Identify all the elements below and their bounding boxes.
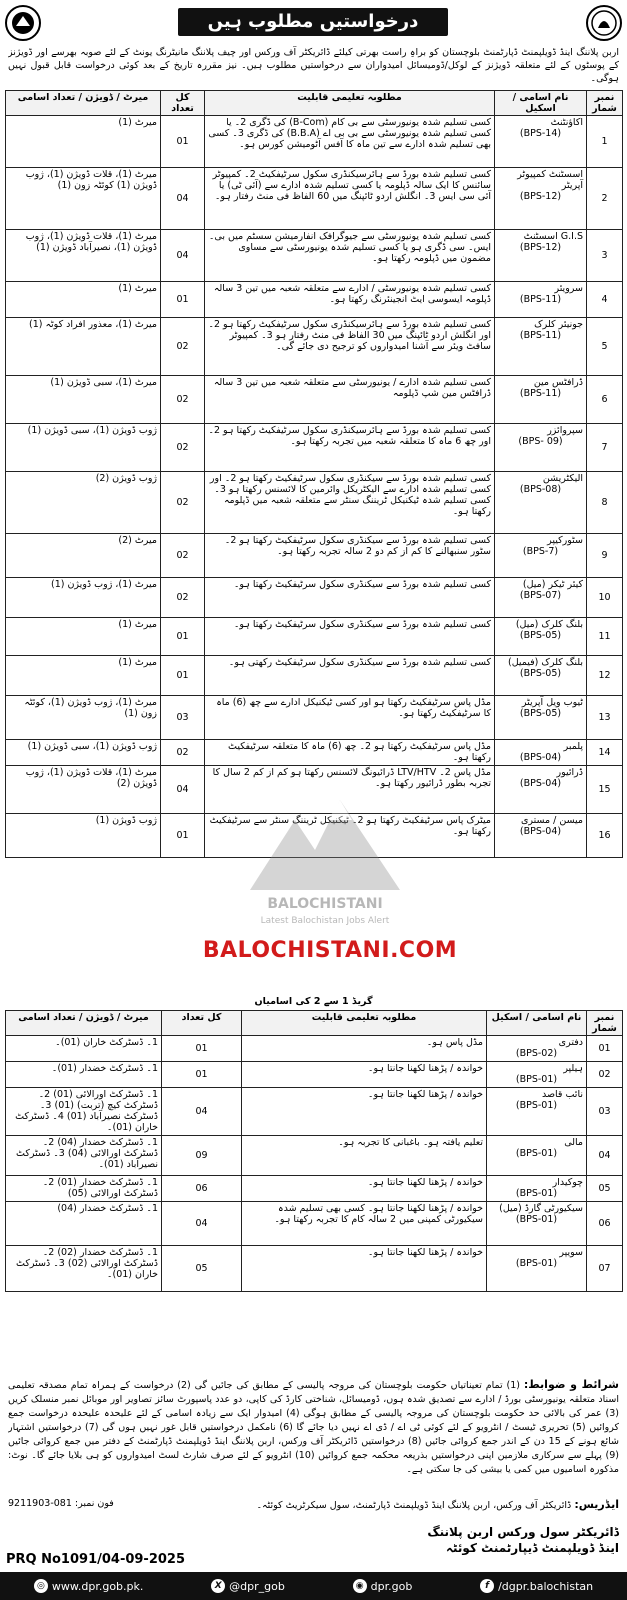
page-title: درخواستیں مطلوب ہیں xyxy=(178,8,448,36)
post-scale: (BPS-08) xyxy=(519,484,562,495)
cell-merit: ژوب ڈویژن (2) xyxy=(6,472,161,534)
cell-qualification: خواندہ / پڑھنا لکھنا جانتا ہو۔ xyxy=(242,1246,487,1292)
facebook-icon: f xyxy=(480,1579,494,1593)
table-row xyxy=(6,656,623,696)
cell-sno: 14 xyxy=(587,740,623,766)
post-name: بلنگ کلرک (فیمیل) xyxy=(508,657,583,668)
phone-label: فون نمبر: xyxy=(74,1498,114,1509)
cell-post xyxy=(495,472,587,534)
signature-line-2: اینڈ ڈویلپمنٹ ڈیپارٹمنٹ کوئٹہ xyxy=(446,1541,619,1555)
cell-count: 01 xyxy=(161,116,205,168)
cell-sno: 3 xyxy=(587,230,623,282)
table-row xyxy=(6,740,623,766)
cell-qualification: مڈل پاس سرٹیفکیٹ رکھتا ہو 2۔ چھ (6) ماہ کا متعلقہ سرٹیفکیٹ رکھتا ہو۔ xyxy=(205,740,495,766)
cell-count: 04 xyxy=(161,766,205,814)
cell-qualification: کسی تسلیم شدہ بورڈ سے ہائرسیکنڈری سکول سرٹیفکیٹ رکھتا ہو 2۔ اور چھ 6 ماہ کا متعلقہ شعبہ میں تجربہ رکھتا ہو۔ xyxy=(205,424,495,472)
cell-merit: 1۔ ڈسٹرکٹ خضدار (01) 2۔ ڈسٹرکٹ اورالائی (05) xyxy=(6,1176,162,1202)
post-name: اسسٹنٹ کمپیوٹر آپریٹر xyxy=(517,169,583,191)
terms-and-conditions xyxy=(8,1378,619,1496)
post-scale: (BPS-11) xyxy=(519,388,562,399)
cell-count: 01 xyxy=(161,618,205,656)
cell-count: 02 xyxy=(161,376,205,424)
cell-post xyxy=(495,282,587,318)
cell-post xyxy=(495,740,587,766)
instagram-icon: ◉ xyxy=(353,1579,367,1593)
cell-count: 04 xyxy=(161,230,205,282)
cell-count: 01 xyxy=(162,1062,242,1088)
cell-merit: میرٹ (1) xyxy=(6,282,161,318)
cell-count: 02 xyxy=(161,578,205,618)
grade-subheading: گریڈ 1 سے 2 کی اسامیاں xyxy=(254,996,373,1007)
cell-sno: 03 xyxy=(587,1088,623,1136)
cell-post xyxy=(487,1062,587,1088)
cell-sno: 13 xyxy=(587,696,623,740)
header-sno: نمبر شمار xyxy=(587,91,623,116)
post-scale: (BPS-01) xyxy=(515,1258,558,1269)
cell-post xyxy=(495,376,587,424)
cell-qualification: خواندہ / پڑھنا لکھنا جانتا ہو۔ xyxy=(242,1176,487,1202)
header-post: نام اسامی / اسکیل xyxy=(487,1011,587,1036)
cell-post xyxy=(495,230,587,282)
table-row xyxy=(6,1246,623,1292)
cell-sno: 07 xyxy=(587,1246,623,1292)
cell-post xyxy=(487,1036,587,1062)
cell-merit: میرٹ (1)، ژوب ڈویژن (1)، کوئٹہ زون (1) xyxy=(6,696,161,740)
cell-post xyxy=(495,424,587,472)
table-row xyxy=(6,1062,623,1088)
cell-count: 02 xyxy=(161,534,205,578)
cell-post xyxy=(487,1176,587,1202)
post-scale: (BPS-07) xyxy=(519,590,562,601)
table-row xyxy=(6,116,623,168)
post-scale: (BPS-7) xyxy=(522,546,559,557)
cell-merit: میرٹ (1)، ژوب ڈویژن (1) xyxy=(6,578,161,618)
cell-post xyxy=(487,1246,587,1292)
phone-number: 081-9211903 xyxy=(8,1498,72,1509)
post-scale: (BPS-01) xyxy=(515,1100,558,1111)
cell-post xyxy=(487,1136,587,1176)
cell-count: 09 xyxy=(162,1136,242,1176)
government-logo-right xyxy=(585,4,623,42)
cell-qualification: کسی تسلیم شدہ بورڈ سے ہائرسیکنڈری سکول سرٹیفکیٹ رکھتا ہو 2۔ اور انگلش اردو ٹائپنگ میں 30 الفاظ فی منٹ رفتار ہو 3۔ کمپیوٹر سافٹ ویئر سے آشنا امیدواروں کو ترجیح دی جائے گی۔ xyxy=(205,318,495,376)
table-row xyxy=(6,376,623,424)
post-scale: (BPS-05) xyxy=(519,708,562,719)
terms-heading: شرائط و ضوابط: xyxy=(523,1378,619,1391)
cell-sno: 1 xyxy=(587,116,623,168)
cell-merit: 1۔ ڈسٹرکٹ خضدار (02) 2۔ ڈسٹرکٹ اورالائی (02) 3۔ ڈسٹرکٹ خاران (01)۔ xyxy=(6,1246,162,1292)
cell-sno: 5 xyxy=(587,318,623,376)
posts-table-main xyxy=(5,90,623,858)
cell-sno: 11 xyxy=(587,618,623,656)
post-name: بلنگ کلرک (میل) xyxy=(515,619,583,630)
cell-qualification: کسی تسلیم شدہ بورڈ سے سیکنڈری سکول سرٹیفکیٹ رکھتا ہو۔ xyxy=(205,618,495,656)
cell-count: 06 xyxy=(162,1176,242,1202)
cell-post xyxy=(495,656,587,696)
post-scale: (BPS- 09) xyxy=(518,436,563,447)
cell-sno: 01 xyxy=(587,1036,623,1062)
header-merit: میرٹ / ڈویژن / تعداد اسامی xyxy=(6,91,161,116)
post-scale: (BPS-04) xyxy=(519,826,562,837)
header-qualification: مطلوبہ تعلیمی قابلیت xyxy=(205,91,495,116)
post-scale: (BPS-01) xyxy=(515,1214,558,1225)
post-name: پلمبر xyxy=(563,741,583,752)
address-label: ایڈریس: xyxy=(574,1498,619,1511)
footer-twitter[interactable]: X @dpr_gob xyxy=(211,1579,285,1593)
posts-table-grade-1-2 xyxy=(5,1010,623,1292)
cell-merit: 1۔ ڈسٹرکٹ خضدار (04) 2۔ ڈسٹرکٹ اورالائی (04) 3۔ ڈسٹرکٹ نصیرآباد (01)۔ xyxy=(6,1136,162,1176)
post-name: ڈرافٹس مین xyxy=(533,377,583,388)
table-row xyxy=(6,472,623,534)
cell-count: 02 xyxy=(161,318,205,376)
cell-post xyxy=(495,116,587,168)
post-scale: (BPS-05) xyxy=(519,630,562,641)
cell-merit: میرٹ (1) xyxy=(6,618,161,656)
post-name: الیکٹریشن xyxy=(542,473,583,484)
cell-qualification: کسی تسلیم شدہ یونیورسٹی سے جیوگرافک انفارمیشن سسٹم میں بی۔ایس۔ سی ڈگری ہو یا کسی تسلیم شدہ یونیورسٹی سے مساوی مضمون میں ڈپلومہ رکھتا ہو۔ xyxy=(205,230,495,282)
cell-post xyxy=(495,618,587,656)
header-sno: نمبر شمار xyxy=(587,1011,623,1036)
watermark-brand: BALOCHISTANI xyxy=(267,896,383,912)
cell-sno: 2 xyxy=(587,168,623,230)
cell-count: 05 xyxy=(162,1246,242,1292)
post-scale: (BPS-01) xyxy=(515,1148,558,1159)
cell-count: 01 xyxy=(161,656,205,696)
header-count: کل تعداد xyxy=(162,1011,242,1036)
post-scale: (BPS-05) xyxy=(519,668,562,679)
post-name: ٹیوب ویل آپریٹر xyxy=(521,697,583,708)
post-name: G.I.S اسسٹنٹ xyxy=(523,231,583,242)
address-text: ڈائریکٹر آف ورکس، اربن پلاننگ اینڈ ڈویلپمنٹ ڈپارٹمنٹ، سول سیکرٹریٹ کوئٹہ۔ xyxy=(256,1500,572,1511)
post-name: ڈرائیور xyxy=(556,767,583,778)
cell-merit: میرٹ (1)، سبی ڈویژن (1) xyxy=(6,376,161,424)
table-row xyxy=(6,424,623,472)
intro-paragraph: اربن پلاننگ اینڈ ڈویلپمنٹ ڈپارٹمنٹ بلوچستان کو براہِ راست بھرتی کیلئے ڈائریکٹر آف ورکس اور چیف پلاننگ مانیٹرنگ یونٹ کے لئے صوبہ بھرسے اور ڈویژنز کے پوسٹوں کے لئے متعلقہ ڈویژنز کے لوکل/ڈومیسائل امیدواران سے درخواستیں مطلوب ہیں۔ نیز مقررہ تاریخ کے بعد کوئی درخواست قابل قبول نہیں ہوگی۔ xyxy=(8,47,619,84)
footer-website[interactable]: ◎ www.dpr.gob.pk. xyxy=(34,1579,144,1593)
cell-count: 01 xyxy=(162,1036,242,1062)
table-row xyxy=(6,766,623,814)
phone-line xyxy=(8,1498,114,1509)
cell-sno: 4 xyxy=(587,282,623,318)
post-scale: (BPS-01) xyxy=(515,1188,558,1199)
footer-bar xyxy=(0,1572,627,1600)
cell-sno: 15 xyxy=(587,766,623,814)
cell-post xyxy=(495,318,587,376)
signature-block xyxy=(427,1524,619,1556)
twitter-icon: X xyxy=(211,1579,225,1593)
cell-merit: ژوب ڈویژن (1) xyxy=(6,814,161,858)
cell-qualification: کسی تسلیم شدہ بورڈ سے سیکنڈری سکول سرٹیفکیٹ رکھتا ہو 2۔ اور کسی تسلیم شدہ ادارے سے الیکٹریکل وائرمین کا لائسنس رکھتا ہو 3۔ کسی تسلیم شدہ ٹیکنیکل ٹریننگ سنٹر سے متعلقہ شعبہ میں ڈپلومہ رکھتا ہو۔ xyxy=(205,472,495,534)
cell-post xyxy=(495,814,587,858)
cell-qualification: مڈل پاس ہو۔ xyxy=(242,1036,487,1062)
cell-merit: میرٹ (2) xyxy=(6,534,161,578)
cell-merit: 1۔ ڈسٹرکٹ اورالائی (01) 2۔ ڈسٹرکٹ کیچ (تربت) (01) 3۔ ڈسٹرکٹ نصیرآباد (01) 4۔ ڈسٹرکٹ خاران (01)۔ xyxy=(6,1088,162,1136)
table-row xyxy=(6,578,623,618)
cell-sno: 04 xyxy=(587,1136,623,1176)
table-header-row xyxy=(6,1011,623,1036)
post-scale: (BPS-02) xyxy=(515,1048,558,1059)
post-name: کیئر ٹیکر (میل) xyxy=(522,579,583,590)
cell-sno: 10 xyxy=(587,578,623,618)
post-name: سرویئر xyxy=(554,283,583,294)
cell-merit: میرٹ (1)، معذور افراد کوٹہ (1) xyxy=(6,318,161,376)
cell-merit: ژوب ڈویژن (1)، سبی ڈویژن (1) xyxy=(6,740,161,766)
cell-count: 02 xyxy=(161,472,205,534)
cell-sno: 16 xyxy=(587,814,623,858)
table-row xyxy=(6,282,623,318)
cell-qualification: کسی تسلیم شدہ یونیورسٹی سے بی کام (B-Com) کی ڈگری 2۔ یا کسی تسلیم شدہ یونیورسٹی سے بی بی اے (B.B.A) کی ڈگری 3۔ کسی بھی تسلیم شدہ ادارے سے تین ماہ کا آفس آٹومیشن کورس ہو۔ xyxy=(205,116,495,168)
post-name: سٹورکیپر xyxy=(547,535,583,546)
cell-qualification: مڈل پاس 2۔ LTV/HTV ڈرائیونگ لائسنس رکھتا ہو کم از کم 2 سال کا تجربہ بطور ڈرائیور رکھتا ہو۔ xyxy=(205,766,495,814)
table-row xyxy=(6,1036,623,1062)
cell-post xyxy=(487,1202,587,1246)
prq-number: PRQ No1091/04-09-2025 xyxy=(6,1552,186,1567)
post-name: میسن / مستری xyxy=(520,815,583,826)
table-row xyxy=(6,1136,623,1176)
cell-qualification: کسی تسلیم شدہ بورڈ سے سیکنڈری سکول سرٹیفکیٹ رکھتا ہو 2۔ سٹور سنبھالنے کا کم از کم دو 2 سالہ تجربہ رکھتا ہو۔ xyxy=(205,534,495,578)
cell-qualification: خواندہ / پڑھنا لکھنا جانتا ہو۔ xyxy=(242,1062,487,1088)
header-count: کل تعداد xyxy=(161,91,205,116)
cell-qualification: کسی تسلیم شدہ بورڈ سے سیکنڈری سکول سرٹیفکیٹ رکھتی ہو۔ xyxy=(205,656,495,696)
header-qualification: مطلوبہ تعلیمی قابلیت xyxy=(242,1011,487,1036)
cell-count: 01 xyxy=(161,814,205,858)
terms-text: (1) تمام تعیناتیاں حکومت بلوچستان کی مروجہ پالیسی کے مطابق کی جائیں گی (2) درخواست کے ہمراہ تمام مصدقہ تعلیمی اسناد متعلقہ یونیورسٹی بورڈ / ادارے سے تصدیق شدہ ہوں، ڈومیسائل، شناختی کارڈ کی کاپی، دو عدد پاسپورٹ سائز تصاویر اور موبائل نمبر منسلک کریں (3) عمر کی بالائی حد حکومت بلوچستان کی مروجہ پالیسی کے مطابق ہوگی (4) امیدوار ایک سے زیادہ اسامی کے لئے علیحدہ علیحدہ درخواست جمع کروائیں (5) تحریری ٹیسٹ / انٹرویو کے لئے کوئی ٹی اے / ڈی اے نہیں دیا جائے گا (6) نامکمل درخواستیں قابل غور نہیں ہوں گی (7) درخواستیں اشتہار شائع ہونے کے 15 دن کے اندر جمع کروائی جائیں (8) درخواستیں ڈائریکٹر آف ورکس، اربن پلاننگ اینڈ ڈویلپمنٹ ڈپارٹمنٹ کے دفتر میں جمع کروائی جائیں (9) پہلے سے سرکاری ملازمین اپنی درخواستیں بذریعہ محکمہ جمع کروائیں (10) انٹرویو کے لئے صرف شارٹ لسٹ امیدواروں کو ہی بلایا جائے گا۔ نوٹ: مذکورہ اسامیوں میں کمی یا بیشی کی جا سکتی ہے۔ xyxy=(8,1380,619,1475)
table-row xyxy=(6,618,623,656)
cell-count: 02 xyxy=(161,740,205,766)
cell-count: 01 xyxy=(161,282,205,318)
signature-line-1: ڈائریکٹر سول ورکس اربن پلاننگ xyxy=(427,1525,619,1539)
cell-qualification: خواندہ / پڑھنا لکھنا جانتا ہو۔ xyxy=(242,1088,487,1136)
cell-post xyxy=(495,578,587,618)
cell-post xyxy=(495,534,587,578)
table-row xyxy=(6,1202,623,1246)
post-name: اکاؤنٹنٹ xyxy=(550,117,583,128)
watermark-site: BALOCHISTANI.COM xyxy=(202,938,458,963)
cell-qualification: مڈل پاس سرٹیفکیٹ رکھتا ہو اور کسی ٹیکنیکل ادارے سے چھ (6) ماہ کا سرٹیفکیٹ رکھتا ہو۔ xyxy=(205,696,495,740)
cell-qualification: کسی تسلیم شدہ یونیورسٹی / ادارے سے متعلقہ شعبہ میں تین 3 سالہ ڈپلومہ ایسوسی ایٹ انجینئرنگ رکھتا ہو۔ xyxy=(205,282,495,318)
table-row xyxy=(6,696,623,740)
post-name: سپروائزر xyxy=(547,425,583,436)
table-row xyxy=(6,318,623,376)
cell-merit: میرٹ (1) xyxy=(6,656,161,696)
post-scale: (BPS-12) xyxy=(519,242,562,253)
cell-sno: 7 xyxy=(587,424,623,472)
table-row xyxy=(6,1088,623,1136)
post-name: دفتری xyxy=(558,1037,583,1048)
cell-post xyxy=(495,168,587,230)
cell-count: 02 xyxy=(161,424,205,472)
cell-qualification: خواندہ / پڑھنا لکھنا جانتا ہو۔ کسی بھی تسلیم شدہ سیکیورٹی کمپنی میں 2 سالہ کام کا تجربہ رکھتا ہو۔ xyxy=(242,1202,487,1246)
footer-facebook[interactable]: f /dgpr.balochistan xyxy=(480,1579,593,1593)
cell-qualification: تعلیم یافتہ ہو۔ باغبانی کا تجربہ ہو۔ xyxy=(242,1136,487,1176)
cell-merit: میرٹ (1)، قلات ڈویژن (1)، ژوب ڈویژن (1) کوئٹہ زون (1) xyxy=(6,168,161,230)
post-name: سویپر xyxy=(559,1247,583,1258)
cell-sno: 6 xyxy=(587,376,623,424)
post-name: نائب قاصد xyxy=(541,1089,583,1100)
post-name: ہیلپر xyxy=(563,1063,583,1074)
footer-instagram[interactable]: ◉ dpr.gob xyxy=(353,1579,413,1593)
cell-sno: 9 xyxy=(587,534,623,578)
globe-icon: ◎ xyxy=(34,1579,48,1593)
cell-sno: 05 xyxy=(587,1176,623,1202)
cell-sno: 02 xyxy=(587,1062,623,1088)
cell-qualification: کسی تسلیم شدہ ادارے / یونیورسٹی سے متعلقہ شعبہ میں تین 3 سالہ ڈرافٹس مین شپ ڈپلومہ xyxy=(205,376,495,424)
cell-qualification: میٹرک پاس سرٹیفکیٹ رکھتا ہو 2۔ ٹیکنیکل ٹریننگ سنٹر سے سرٹیفکیٹ رکھتا ہو۔ xyxy=(205,814,495,858)
post-name: سیکیورٹی گارڈ (میل) xyxy=(499,1203,583,1214)
cell-merit: میرٹ (1)، قلات ڈویژن (1)، ژوب ڈویژن (1)، نصیرآباد ڈویژن (1) xyxy=(6,230,161,282)
watermark-tagline: Latest Balochistan Jobs Alert xyxy=(260,916,390,926)
table-header-row xyxy=(6,91,623,116)
table-row xyxy=(6,534,623,578)
cell-count: 04 xyxy=(162,1088,242,1136)
table-row xyxy=(6,814,623,858)
post-name: جونیئر کلرک xyxy=(534,319,583,330)
post-name: چوکیدار xyxy=(552,1177,583,1188)
cell-qualification: کسی تسلیم شدہ بورڈ سے ہائرسیکنڈری سکول سرٹیفکیٹ 2۔ کمپیوٹر سائنس کا ایک سالہ ڈپلومہ یا کسی تسلیم شدہ ادارے سے (آئی ٹی) یا آئی سی ایس 3۔ انگلش اردو ٹائپنگ میں 60 الفاظ فی منٹ رفتار ہو۔ xyxy=(205,168,495,230)
table-row xyxy=(6,168,623,230)
post-scale: (BPS-01) xyxy=(515,1074,558,1085)
post-name: مالی xyxy=(564,1137,583,1148)
cell-count: 04 xyxy=(161,168,205,230)
cell-post xyxy=(495,766,587,814)
cell-count: 03 xyxy=(161,696,205,740)
cell-qualification: کسی تسلیم شدہ بورڈ سے سیکنڈری سکول سرٹیفکیٹ رکھتا ہو۔ xyxy=(205,578,495,618)
header-post: نام اسامی / اسکیل xyxy=(495,91,587,116)
cell-sno: 8 xyxy=(587,472,623,534)
cell-merit: ژوب ڈویژن (1)، سبی ڈویژن (1) xyxy=(6,424,161,472)
header xyxy=(0,0,627,44)
post-scale: (BPS-12) xyxy=(519,191,562,202)
cell-post xyxy=(487,1088,587,1136)
post-scale: (BPS-11) xyxy=(519,294,562,305)
header-merit: میرٹ / ڈویژن / تعداد اسامی xyxy=(6,1011,162,1036)
post-scale: (BPS-11) xyxy=(519,330,562,341)
cell-merit: 1۔ ڈسٹرکٹ خضدار (04) xyxy=(6,1202,162,1246)
department-logo-left xyxy=(4,4,42,42)
cell-sno: 12 xyxy=(587,656,623,696)
table-row xyxy=(6,230,623,282)
cell-merit: میرٹ (1)، قلات ڈویژن (1)، ژوب ڈویژن (2) xyxy=(6,766,161,814)
post-scale: (BPS-04) xyxy=(519,752,562,763)
cell-post xyxy=(495,696,587,740)
table-row xyxy=(6,1176,623,1202)
cell-sno: 06 xyxy=(587,1202,623,1246)
post-scale: (BPS-04) xyxy=(519,778,562,789)
cell-merit: 1۔ ڈسٹرکٹ خاران (01)۔ xyxy=(6,1036,162,1062)
cell-merit: 1۔ ڈسٹرکٹ خضدار (01)۔ xyxy=(6,1062,162,1088)
cell-merit: میرٹ (1) xyxy=(6,116,161,168)
cell-count: 04 xyxy=(162,1202,242,1246)
post-scale: (BPS-14) xyxy=(519,128,562,139)
